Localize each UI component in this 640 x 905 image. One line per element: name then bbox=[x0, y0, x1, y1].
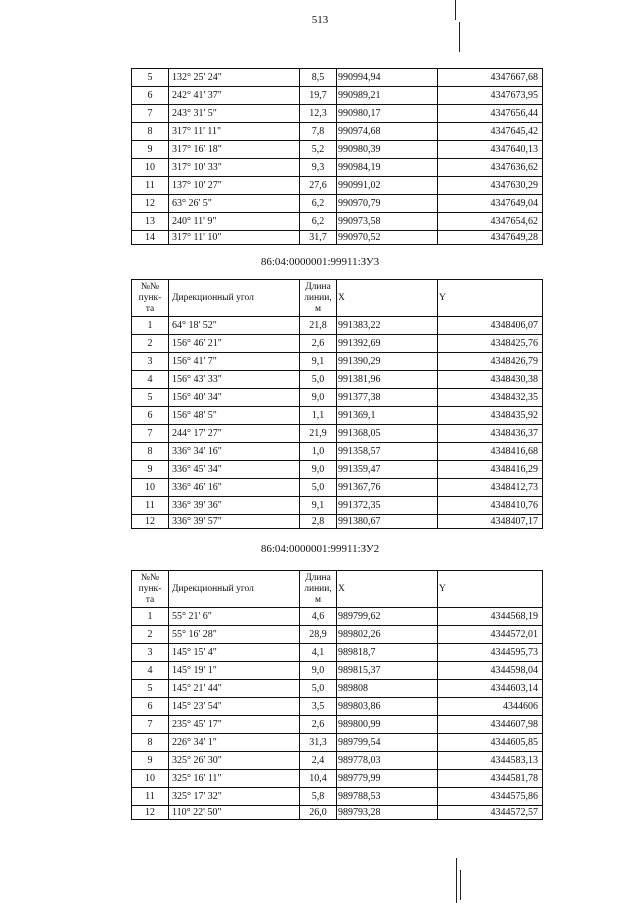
y-coordinate-cell: 4344581,78 bbox=[438, 770, 543, 788]
plot-caption-zu3: 86:04:0000001:99911:ЗУ3 bbox=[260, 256, 380, 268]
x-coordinate-cell: 989818,7 bbox=[337, 644, 438, 662]
x-coordinate-cell: 990970,79 bbox=[337, 195, 438, 213]
table-row bbox=[132, 752, 543, 770]
direction-angle-cell: 156° 40' 34" bbox=[169, 389, 300, 407]
y-coordinate-cell: 4344605,85 bbox=[438, 734, 543, 752]
direction-angle-cell: 137° 10' 27" bbox=[169, 177, 300, 195]
table-row bbox=[132, 806, 543, 820]
direction-angle-cell: 145° 19' 1" bbox=[169, 662, 300, 680]
point-number-cell: 13 bbox=[132, 213, 169, 231]
line-length-cell: 8,5 bbox=[300, 69, 337, 87]
table-row bbox=[132, 177, 543, 195]
table-row bbox=[132, 479, 543, 497]
y-coordinate-cell: 4348435,92 bbox=[438, 407, 543, 425]
table-row bbox=[132, 734, 543, 752]
header-line-length: Длина линии, м bbox=[300, 571, 337, 608]
direction-angle-cell: 325° 17' 32" bbox=[169, 788, 300, 806]
table-row bbox=[132, 515, 543, 529]
line-length-cell: 4,6 bbox=[300, 608, 337, 626]
direction-angle-cell: 325° 26' 30" bbox=[169, 752, 300, 770]
point-number-cell: 3 bbox=[132, 353, 169, 371]
table-row bbox=[132, 371, 543, 389]
line-length-cell: 7,8 bbox=[300, 123, 337, 141]
scan-mark bbox=[456, 858, 457, 903]
point-number-cell: 14 bbox=[132, 231, 169, 245]
direction-angle-cell: 336° 39' 36" bbox=[169, 497, 300, 515]
y-coordinate-cell: 4348425,76 bbox=[438, 335, 543, 353]
table-row bbox=[132, 644, 543, 662]
x-coordinate-cell: 991377,38 bbox=[337, 389, 438, 407]
point-number-cell: 6 bbox=[132, 87, 169, 105]
x-coordinate-cell: 990991,02 bbox=[337, 177, 438, 195]
y-coordinate-cell: 4348432,35 bbox=[438, 389, 543, 407]
line-length-cell: 2,6 bbox=[300, 335, 337, 353]
x-coordinate-cell: 991390,29 bbox=[337, 353, 438, 371]
point-number-cell: 5 bbox=[132, 389, 169, 407]
line-length-cell: 6,2 bbox=[300, 213, 337, 231]
direction-angle-cell: 145° 23' 54" bbox=[169, 698, 300, 716]
y-coordinate-cell: 4344575,86 bbox=[438, 788, 543, 806]
line-length-cell: 4,1 bbox=[300, 644, 337, 662]
y-coordinate-cell: 4348416,68 bbox=[438, 443, 543, 461]
point-number-cell: 2 bbox=[132, 335, 169, 353]
direction-angle-cell: 336° 39' 57" bbox=[169, 515, 300, 529]
table-row bbox=[132, 69, 543, 87]
direction-angle-cell: 63° 26' 5" bbox=[169, 195, 300, 213]
x-coordinate-cell: 989793,28 bbox=[337, 806, 438, 820]
x-coordinate-cell: 991367,76 bbox=[337, 479, 438, 497]
point-number-cell: 9 bbox=[132, 141, 169, 159]
y-coordinate-cell: 4348410,76 bbox=[438, 497, 543, 515]
line-length-cell: 21,9 bbox=[300, 425, 337, 443]
line-length-cell: 5,8 bbox=[300, 788, 337, 806]
table-row bbox=[132, 87, 543, 105]
line-length-cell: 27,6 bbox=[300, 177, 337, 195]
x-coordinate-cell: 991369,1 bbox=[337, 407, 438, 425]
table-row bbox=[132, 662, 543, 680]
y-coordinate-cell: 4347649,28 bbox=[438, 231, 543, 245]
x-coordinate-cell: 990984,19 bbox=[337, 159, 438, 177]
direction-angle-cell: 145° 21' 44" bbox=[169, 680, 300, 698]
scan-mark bbox=[455, 0, 456, 20]
y-coordinate-cell: 4344598,04 bbox=[438, 662, 543, 680]
line-length-cell: 1,1 bbox=[300, 407, 337, 425]
x-coordinate-cell: 991368,05 bbox=[337, 425, 438, 443]
header-point-number: №№ пунк-та bbox=[132, 571, 169, 608]
point-number-cell: 9 bbox=[132, 752, 169, 770]
y-coordinate-cell: 4347640,13 bbox=[438, 141, 543, 159]
x-coordinate-cell: 990973,58 bbox=[337, 213, 438, 231]
table-row bbox=[132, 317, 543, 335]
point-number-cell: 4 bbox=[132, 371, 169, 389]
table-row bbox=[132, 497, 543, 515]
x-coordinate-cell: 991358,57 bbox=[337, 443, 438, 461]
direction-angle-cell: 336° 34' 16" bbox=[169, 443, 300, 461]
direction-angle-cell: 325° 16' 11" bbox=[169, 770, 300, 788]
y-coordinate-cell: 4348430,38 bbox=[438, 371, 543, 389]
line-length-cell: 3,5 bbox=[300, 698, 337, 716]
table-row bbox=[132, 680, 543, 698]
line-length-cell: 9,0 bbox=[300, 461, 337, 479]
x-coordinate-cell: 990980,17 bbox=[337, 105, 438, 123]
header-point-number: №№ пунк-та bbox=[132, 280, 169, 317]
scan-mark bbox=[460, 870, 461, 900]
header-x: X bbox=[337, 571, 438, 608]
y-coordinate-cell: 4344603,14 bbox=[438, 680, 543, 698]
point-number-cell: 7 bbox=[132, 425, 169, 443]
line-length-cell: 2,6 bbox=[300, 716, 337, 734]
line-length-cell: 21,8 bbox=[300, 317, 337, 335]
table-row bbox=[132, 626, 543, 644]
line-length-cell: 31,7 bbox=[300, 231, 337, 245]
direction-angle-cell: 156° 41' 7" bbox=[169, 353, 300, 371]
y-coordinate-cell: 4344572,57 bbox=[438, 806, 543, 820]
table-row bbox=[132, 159, 543, 177]
x-coordinate-cell: 989802,26 bbox=[337, 626, 438, 644]
y-coordinate-cell: 4347667,68 bbox=[438, 69, 543, 87]
table-row bbox=[132, 105, 543, 123]
y-coordinate-cell: 4344606 bbox=[438, 698, 543, 716]
y-coordinate-cell: 4347656,44 bbox=[438, 105, 543, 123]
table-header-row bbox=[132, 280, 543, 317]
x-coordinate-cell: 991380,67 bbox=[337, 515, 438, 529]
x-coordinate-cell: 990994,94 bbox=[337, 69, 438, 87]
point-number-cell: 8 bbox=[132, 734, 169, 752]
direction-angle-cell: 156° 48' 5" bbox=[169, 407, 300, 425]
direction-angle-cell: 55° 16' 28" bbox=[169, 626, 300, 644]
header-line-length: Длина линии, м bbox=[300, 280, 337, 317]
y-coordinate-cell: 4344595,73 bbox=[438, 644, 543, 662]
table-row bbox=[132, 213, 543, 231]
direction-angle-cell: 132° 25' 24" bbox=[169, 69, 300, 87]
point-number-cell: 10 bbox=[132, 159, 169, 177]
direction-angle-cell: 156° 43' 33" bbox=[169, 371, 300, 389]
table-row bbox=[132, 461, 543, 479]
point-number-cell: 12 bbox=[132, 515, 169, 529]
y-coordinate-cell: 4344568,19 bbox=[438, 608, 543, 626]
y-coordinate-cell: 4347649,04 bbox=[438, 195, 543, 213]
point-number-cell: 9 bbox=[132, 461, 169, 479]
coordinates-table-top bbox=[131, 68, 543, 245]
line-length-cell: 2,4 bbox=[300, 752, 337, 770]
y-coordinate-cell: 4344607,98 bbox=[438, 716, 543, 734]
y-coordinate-cell: 4347636,62 bbox=[438, 159, 543, 177]
y-coordinate-cell: 4348436,37 bbox=[438, 425, 543, 443]
line-length-cell: 5,0 bbox=[300, 680, 337, 698]
point-number-cell: 5 bbox=[132, 69, 169, 87]
page-number: 513 bbox=[311, 14, 329, 26]
point-number-cell: 4 bbox=[132, 662, 169, 680]
point-number-cell: 6 bbox=[132, 698, 169, 716]
y-coordinate-cell: 4348407,17 bbox=[438, 515, 543, 529]
x-coordinate-cell: 990970,52 bbox=[337, 231, 438, 245]
x-coordinate-cell: 989778,03 bbox=[337, 752, 438, 770]
point-number-cell: 10 bbox=[132, 479, 169, 497]
direction-angle-cell: 317° 16' 18" bbox=[169, 141, 300, 159]
point-number-cell: 12 bbox=[132, 806, 169, 820]
point-number-cell: 11 bbox=[132, 788, 169, 806]
table-row bbox=[132, 716, 543, 734]
direction-angle-cell: 243° 31' 5" bbox=[169, 105, 300, 123]
direction-angle-cell: 242° 41' 37" bbox=[169, 87, 300, 105]
line-length-cell: 28,9 bbox=[300, 626, 337, 644]
point-number-cell: 8 bbox=[132, 123, 169, 141]
y-coordinate-cell: 4347654,62 bbox=[438, 213, 543, 231]
x-coordinate-cell: 991392,69 bbox=[337, 335, 438, 353]
y-coordinate-cell: 4347630,29 bbox=[438, 177, 543, 195]
x-coordinate-cell: 989799,54 bbox=[337, 734, 438, 752]
x-coordinate-cell: 991359,47 bbox=[337, 461, 438, 479]
point-number-cell: 11 bbox=[132, 497, 169, 515]
table-header-row bbox=[132, 571, 543, 608]
point-number-cell: 1 bbox=[132, 608, 169, 626]
x-coordinate-cell: 989803,86 bbox=[337, 698, 438, 716]
direction-angle-cell: 226° 34' 1" bbox=[169, 734, 300, 752]
direction-angle-cell: 244° 17' 27" bbox=[169, 425, 300, 443]
line-length-cell: 1,0 bbox=[300, 443, 337, 461]
direction-angle-cell: 336° 46' 16" bbox=[169, 479, 300, 497]
point-number-cell: 7 bbox=[132, 105, 169, 123]
x-coordinate-cell: 990989,21 bbox=[337, 87, 438, 105]
header-y: Y bbox=[438, 571, 543, 608]
x-coordinate-cell: 991381,96 bbox=[337, 371, 438, 389]
x-coordinate-cell: 990974,68 bbox=[337, 123, 438, 141]
x-coordinate-cell: 989808 bbox=[337, 680, 438, 698]
scan-mark bbox=[459, 22, 460, 52]
direction-angle-cell: 55° 21' 6" bbox=[169, 608, 300, 626]
x-coordinate-cell: 989788,53 bbox=[337, 788, 438, 806]
x-coordinate-cell: 991372,35 bbox=[337, 497, 438, 515]
point-number-cell: 3 bbox=[132, 644, 169, 662]
y-coordinate-cell: 4344572,01 bbox=[438, 626, 543, 644]
y-coordinate-cell: 4348416,29 bbox=[438, 461, 543, 479]
y-coordinate-cell: 4348426,79 bbox=[438, 353, 543, 371]
table-row bbox=[132, 443, 543, 461]
x-coordinate-cell: 989799,62 bbox=[337, 608, 438, 626]
header-direction-angle: Дирекционный угол bbox=[169, 571, 300, 608]
table-row bbox=[132, 123, 543, 141]
line-length-cell: 5,0 bbox=[300, 479, 337, 497]
line-length-cell: 9,0 bbox=[300, 389, 337, 407]
x-coordinate-cell: 989779,99 bbox=[337, 770, 438, 788]
x-coordinate-cell: 989800,99 bbox=[337, 716, 438, 734]
direction-angle-cell: 156° 46' 21" bbox=[169, 335, 300, 353]
direction-angle-cell: 317° 11' 11" bbox=[169, 123, 300, 141]
y-coordinate-cell: 4348412,73 bbox=[438, 479, 543, 497]
line-length-cell: 9,0 bbox=[300, 662, 337, 680]
table-row bbox=[132, 770, 543, 788]
point-number-cell: 2 bbox=[132, 626, 169, 644]
plot-caption-zu2: 86:04:0000001:99911:ЗУ2 bbox=[260, 543, 380, 555]
table-row bbox=[132, 231, 543, 245]
table-row bbox=[132, 788, 543, 806]
point-number-cell: 12 bbox=[132, 195, 169, 213]
table-row bbox=[132, 698, 543, 716]
header-x: X bbox=[337, 280, 438, 317]
x-coordinate-cell: 990980,39 bbox=[337, 141, 438, 159]
line-length-cell: 9,1 bbox=[300, 497, 337, 515]
table-row bbox=[132, 335, 543, 353]
point-number-cell: 6 bbox=[132, 407, 169, 425]
y-coordinate-cell: 4344583,13 bbox=[438, 752, 543, 770]
point-number-cell: 8 bbox=[132, 443, 169, 461]
direction-angle-cell: 64° 18' 52" bbox=[169, 317, 300, 335]
header-direction-angle: Дирекционный угол bbox=[169, 280, 300, 317]
point-number-cell: 10 bbox=[132, 770, 169, 788]
point-number-cell: 11 bbox=[132, 177, 169, 195]
line-length-cell: 26,0 bbox=[300, 806, 337, 820]
line-length-cell: 10,4 bbox=[300, 770, 337, 788]
coordinates-table-zu3 bbox=[131, 279, 543, 529]
direction-angle-cell: 240° 11' 9" bbox=[169, 213, 300, 231]
line-length-cell: 6,2 bbox=[300, 195, 337, 213]
x-coordinate-cell: 989815,37 bbox=[337, 662, 438, 680]
point-number-cell: 1 bbox=[132, 317, 169, 335]
coordinates-table-zu2 bbox=[131, 570, 543, 820]
line-length-cell: 5,0 bbox=[300, 371, 337, 389]
line-length-cell: 5,2 bbox=[300, 141, 337, 159]
direction-angle-cell: 235° 45' 17" bbox=[169, 716, 300, 734]
table-row bbox=[132, 141, 543, 159]
table-row bbox=[132, 407, 543, 425]
direction-angle-cell: 145° 15' 4" bbox=[169, 644, 300, 662]
direction-angle-cell: 110° 22' 50" bbox=[169, 806, 300, 820]
table-row bbox=[132, 195, 543, 213]
line-length-cell: 31,3 bbox=[300, 734, 337, 752]
y-coordinate-cell: 4347673,95 bbox=[438, 87, 543, 105]
y-coordinate-cell: 4347645,42 bbox=[438, 123, 543, 141]
table-row bbox=[132, 425, 543, 443]
line-length-cell: 19,7 bbox=[300, 87, 337, 105]
line-length-cell: 9,1 bbox=[300, 353, 337, 371]
table-row bbox=[132, 608, 543, 626]
line-length-cell: 2,8 bbox=[300, 515, 337, 529]
table-row bbox=[132, 353, 543, 371]
table-row bbox=[132, 389, 543, 407]
line-length-cell: 12,3 bbox=[300, 105, 337, 123]
direction-angle-cell: 317° 10' 33" bbox=[169, 159, 300, 177]
header-y: Y bbox=[438, 280, 543, 317]
point-number-cell: 7 bbox=[132, 716, 169, 734]
x-coordinate-cell: 991383,22 bbox=[337, 317, 438, 335]
line-length-cell: 9,3 bbox=[300, 159, 337, 177]
direction-angle-cell: 336° 45' 34" bbox=[169, 461, 300, 479]
y-coordinate-cell: 4348406,07 bbox=[438, 317, 543, 335]
point-number-cell: 5 bbox=[132, 680, 169, 698]
direction-angle-cell: 317° 11' 10" bbox=[169, 231, 300, 245]
